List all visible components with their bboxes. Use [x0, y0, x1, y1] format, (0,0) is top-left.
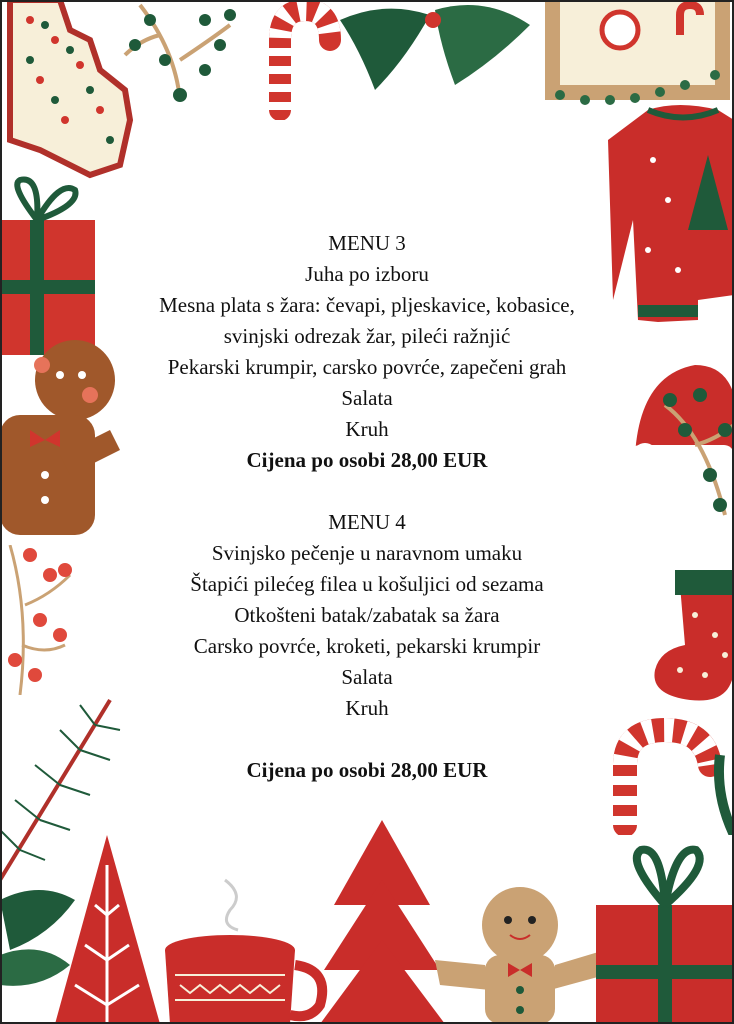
menu-item: Juha po izboru — [305, 262, 429, 286]
gingerbread-man-bottom-icon — [430, 885, 610, 1024]
menu-item: Kruh — [345, 696, 389, 720]
gingerbread-house-icon — [540, 0, 734, 115]
gift-box-bottom-icon — [596, 840, 734, 1024]
menu-item: Carsko povrće, kroketi, pekarski krumpir — [193, 634, 541, 658]
menu-price: Cijena po osobi 28,00 EUR — [246, 448, 488, 472]
candy-cane-icon — [255, 0, 345, 120]
menu-item: svinjski odrezak žar, pileći ražnjić — [223, 324, 511, 348]
striped-tree-icon — [55, 835, 160, 1024]
mug-icon — [160, 875, 335, 1024]
menu-item: Salata — [341, 665, 393, 689]
menu-item: Mesna plata s žara: čevapi, pljeskavice, kobasice, — [159, 293, 575, 317]
holly-leaves-icon — [335, 0, 535, 95]
menu-title: MENU 4 — [328, 510, 406, 534]
menu-item: Otkošteni batak/zabatak sa žara — [234, 603, 500, 627]
menu-item: Kruh — [345, 417, 389, 441]
menu-item: Štapići pilećeg filea u košuljici od sezama — [190, 572, 544, 596]
cookie-tree-icon — [0, 0, 140, 180]
menu-title: MENU 3 — [328, 231, 406, 255]
berry-sprig-icon — [120, 0, 240, 110]
menu-price: Cijena po osobi 28,00 EUR — [246, 758, 488, 782]
menu-4-block — [0, 507, 734, 786]
layered-tree-icon — [320, 820, 445, 1024]
menu-item: Svinjsko pečenje u naravnom umaku — [211, 541, 523, 565]
menu-3-block — [0, 228, 734, 476]
menu-item: Salata — [341, 386, 393, 410]
menu-item: Pekarski krumpir, carsko povrće, zapečeni grah — [167, 355, 567, 379]
spacer — [0, 724, 734, 755]
